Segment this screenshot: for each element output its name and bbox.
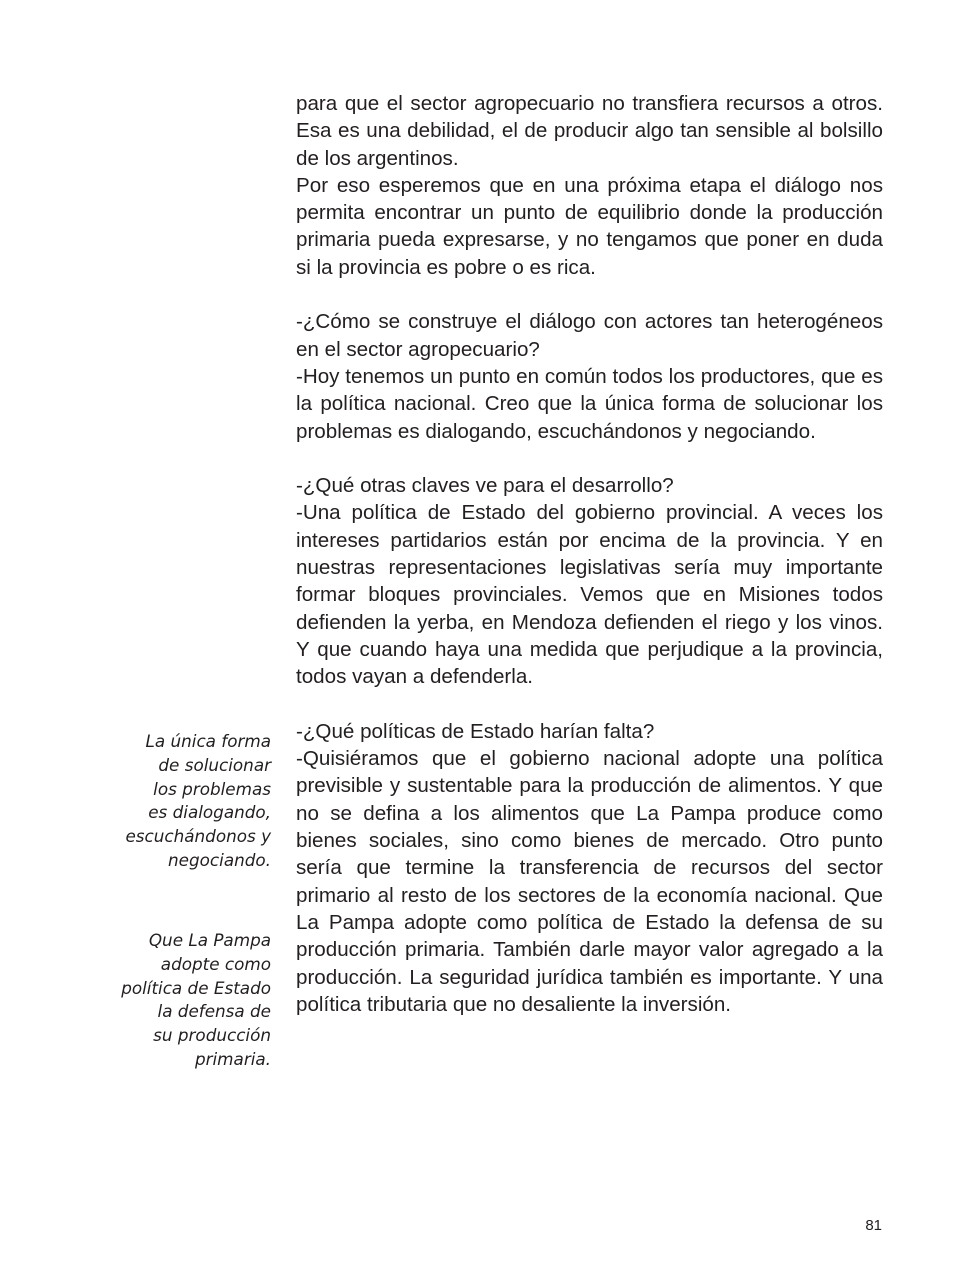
interview-answer: -Hoy tenemos un punto en común todos los productores, que es la política nacional. Creo que la única forma de solucionar los problemas es dialogando, escuchándonos y negociando. [296, 364, 883, 443]
article-paragraph: para que el sector agropecuario no transfiera recursos a otros. Esa es una debilidad, el de producir algo tan sensible al bolsillo de los argentinos. [296, 92, 883, 170]
pull-quote-line: la defensa de [157, 1001, 271, 1022]
article-body [296, 90, 883, 1018]
pull-quote-line: política de Estado [121, 977, 271, 998]
interview-answer: -Quisiéramos que el gobierno nacional adopte una política previsible y sustentable para la producción de alimentos. Y que no se defina a los alimentos que La Pampa produce como bienes sociales, sino como bienes de mercado. Otro punto sería que termine la transferencia de recursos del sector primario al resto de los sectores de la economía nacional. Que La Pampa adopte como política de Estado la defensa de su producción primaria. También darle mayor valor agregado a la producción. La seguridad jurídica también es importante. Y una política tributaria que no desaliente la inversión. [296, 747, 883, 1016]
paragraph-spacer [296, 445, 883, 472]
pull-quote-line: primaria. [194, 1048, 271, 1069]
pull-quote-line: su producción [153, 1025, 271, 1046]
pull-quote-line: Que La Pampa [148, 930, 271, 950]
paragraph-spacer [296, 281, 883, 308]
paragraph-spacer [296, 691, 883, 718]
pull-quote-line: es dialogando, [148, 802, 271, 823]
pull-quote-line: La única forma [145, 731, 271, 751]
pull-quote [100, 929, 271, 1072]
interview-question: -¿Cómo se construye el diálogo con actores tan heterogéneos en el sector agropecuario? [296, 310, 883, 361]
pull-quote-line: de solucionar [158, 754, 271, 775]
pull-quote [100, 730, 271, 873]
page-number: 81 [865, 1217, 882, 1234]
article-paragraph: Por eso esperemos que en una próxima etapa el diálogo nos permita encontrar un punto de equilibrio donde la producción primaria pueda expresarse, y no tengamos que poner en duda si la provincia es pobre o es rica. [296, 173, 883, 279]
pull-quote-line: adopte como [160, 953, 271, 974]
pull-quote-line: los problemas [153, 778, 271, 799]
pull-quote-line: escuchándonos y [125, 826, 271, 847]
interview-question: -¿Qué otras claves ve para el desarrollo? [296, 474, 674, 498]
interview-answer: -Una política de Estado del gobierno provincial. A veces los intereses partidarios están por encima de la provincia. Y en nuestras representaciones legislativas sería muy importante formar bloques provinciales. Vemos que en Misiones todos defienden la yerba, en Mendoza defienden el riego y los vinos. Y que cuando haya una medida que perjudique a la provincia, todos vayan a defenderla. [296, 501, 883, 689]
interview-question: -¿Qué políticas de Estado harían falta? [296, 719, 655, 743]
pull-quote-line: negociando. [168, 849, 271, 870]
